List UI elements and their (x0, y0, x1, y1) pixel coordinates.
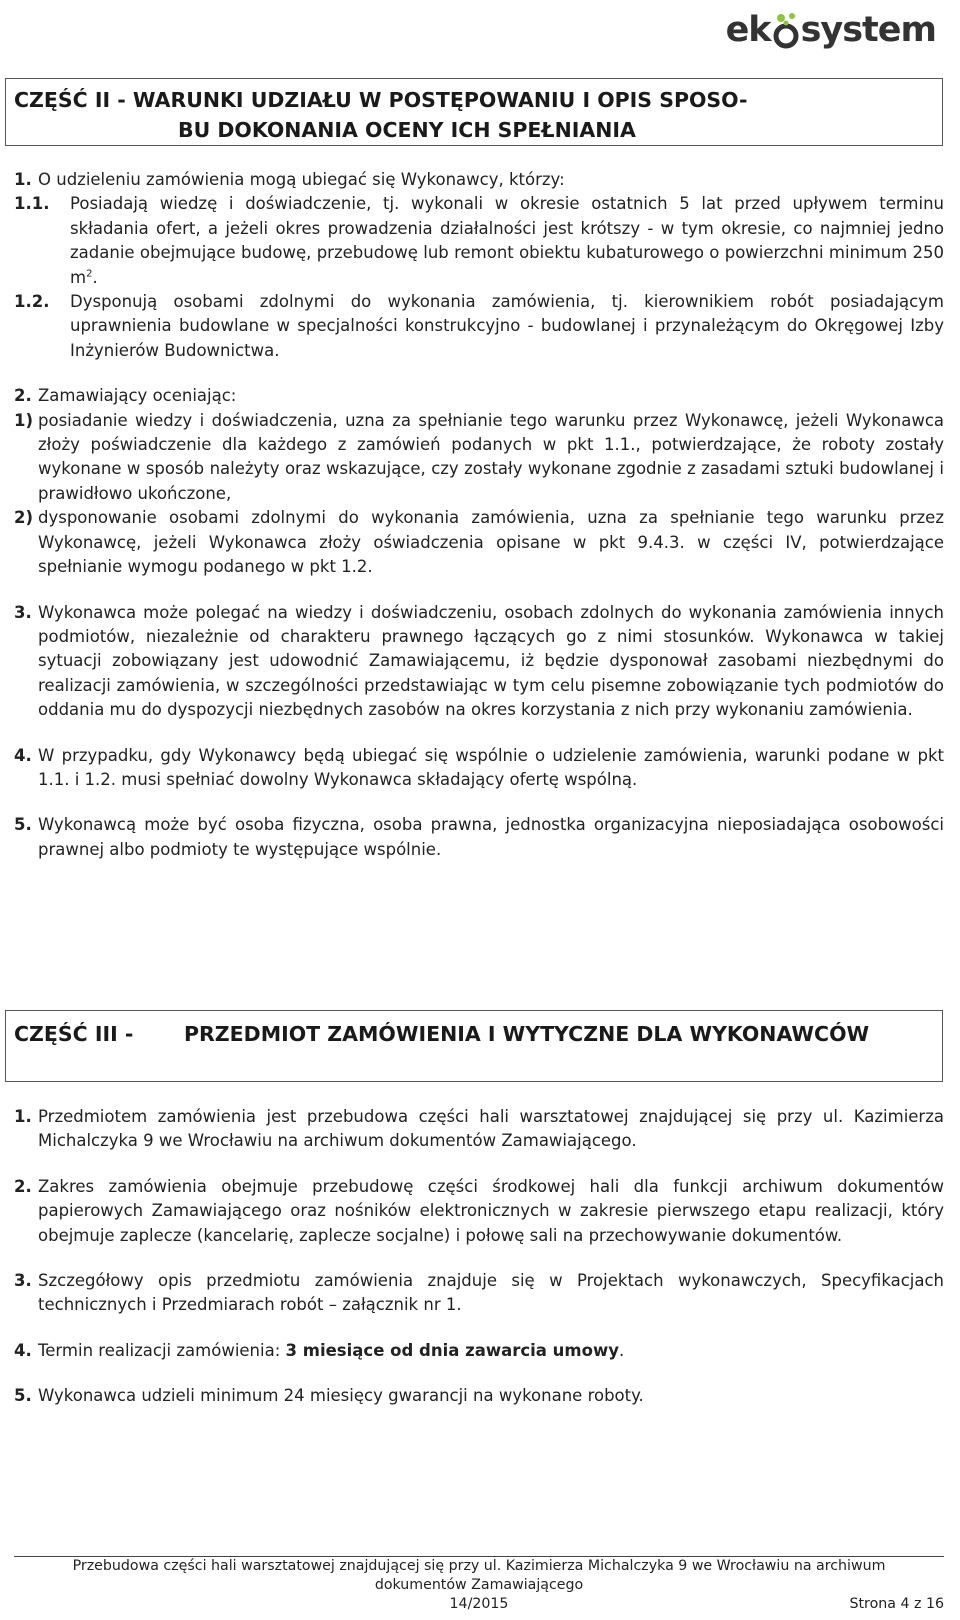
part2-item-5 (14, 813, 944, 862)
item-text: O udzieleniu zamówienia mogą ubiegać się Wykonawcy, którzy: (38, 170, 565, 189)
part3-item-1 (14, 1105, 944, 1154)
item-number: 1.1. (14, 194, 50, 214)
ekosystem-logo (726, 8, 936, 52)
item-text: posiadanie wiedzy i doświadczenia, uzna za spełnianie tego warunku przez Wykonawcę, jeżeli Wykonawca złoży poświadczenie dla każdego z zamówień podanych w pkt 1.1., potwierdzające, że roboty zostały wykonane w sposób należyty oraz wskazujące, czy zostały wykonane zgodnie z zasadami sztuki budowlanej i prawidłowo ukończone, (38, 410, 944, 503)
part2-item-1-1 (14, 192, 944, 290)
item-number: 4. (14, 1340, 32, 1360)
superscript: 2 (86, 268, 93, 280)
item-text: W przypadku, gdy Wykonawcy będą ubiegać się wspólnie o udzielenie zamówienia, warunki podane w pkt 1.1. i 1.2. musi spełniać dowolny Wykonawca składający ofertę wspólną. (38, 745, 944, 789)
footer-line2: dokumentów Zamawiającego (374, 1577, 584, 1593)
item-number: 1. (14, 170, 32, 189)
item-text: Zakres zamówienia obejmuje przebudowę części środkowej hali dla funkcji archiwum dokumentów papierowych Zamawiającego oraz nośników elektronicznych w zakresie pierwszego etapu realizacji, który obejmuje zaplecze (kancelarię, zaplecze socjalne) i połowę sali na przechowywanie dokumentów. (38, 1176, 944, 1245)
part3-item-2 (14, 1175, 944, 1248)
part3-item-4 (14, 1339, 944, 1363)
item-text: Wykonawca udzieli minimum 24 miesięcy gwarancji na wykonane roboty. (38, 1386, 644, 1406)
page-footer (14, 1556, 944, 1614)
item-number: 5. (14, 815, 32, 835)
item-text: Wykonawca może polegać na wiedzy i doświadczeniu, osobach zdolnych do wykonania zamówienia innych podmiotów, niezależnie od charakteru prawnego łączących go z nimi stosunków. Wykonawca w takiej sytuacji zobowiązany jest udowodnić Zamawiającemu, iż będzie dysponował zasobami niezbędnymi do realizacji zamówienia, w szczególności przedstawiając w tym celu pisemne zobowiązanie tych podmiotów do oddania mu do dyspozycji niezbędnych zasobów na okres korzystania z nich przy wykonaniu zamówienia. (38, 602, 944, 720)
item-text: Zamawiający oceniając: (38, 386, 237, 406)
part2-item-2-2 (14, 506, 944, 579)
logo-text-left: ek (725, 10, 771, 50)
part3-item-5 (14, 1384, 944, 1408)
item-number: 2. (14, 386, 32, 406)
item-number: 2. (14, 1176, 32, 1196)
item-text: Dysponują osobami zdolnymi do wykonania zamówienia, tj. kierownikiem robót posiadającym uprawnienia budowlane w specjalności konstrukcyjno - budowlanej i przynależącym do Okręgowej Izby Inżynierów Budownictwa. (70, 292, 944, 360)
part2-item-1 (14, 168, 944, 192)
logo-text-right: system (800, 10, 936, 50)
part2-item-4 (14, 744, 944, 793)
item-number: 2) (14, 508, 34, 528)
part2-content (14, 168, 944, 862)
part3-item-3 (14, 1269, 944, 1318)
item-text: Wykonawcą może być osoba fizyczna, osoba prawna, jednostka organizacyjna nieposiadająca osobowości prawnej albo podmioty te występujące wspólnie. (38, 815, 944, 859)
part2-item-2 (14, 384, 944, 408)
part2-item-1-2 (14, 290, 944, 363)
page-number: Strona 4 z 16 (849, 1596, 944, 1612)
part3-content (14, 1105, 944, 1409)
item-text: Przedmiotem zamówienia jest przebudowa części hali warsztatowej znajdującej się przy ul. Kazimierza Michalczyka 9 we Wrocławiu na archiwum dokumentów Zamawiającego. (38, 1107, 944, 1151)
part2-item-3 (14, 601, 944, 723)
item-number: 5. (14, 1386, 32, 1406)
part2-title-line1: CZĘŚĆ II - WARUNKI UDZIAŁU W POSTĘPOWANIU I OPIS SPOSO- (14, 88, 748, 112)
item-number: 4. (14, 745, 32, 765)
part2-item-2-1 (14, 409, 944, 507)
item-number: 1) (14, 410, 34, 430)
item-text: Termin realizacji zamówienia: 3 miesiące od dnia zawarcia umowy. (38, 1340, 625, 1360)
footer-ref: 14/2015 (449, 1596, 509, 1612)
item-number: 1.2. (14, 292, 50, 312)
part2-title-line2: BU DOKONANIA OCENY ICH SPEŁNIANIA (178, 118, 636, 142)
part2-header (5, 78, 943, 146)
term-bold: 3 miesiące od dnia zawarcia umowy (285, 1340, 619, 1360)
item-number: 1. (14, 1107, 32, 1126)
item-number: 3. (14, 602, 32, 622)
footer-line1: Przebudowa części hali warsztatowej znajdującej się przy ul. Kazimierza Michalczyka 9 we Wrocławiu na archiwum (72, 1558, 886, 1574)
item-text: Szczegółowy opis przedmiotu zamówienia znajduje się w Projektach wykonawczych, Specyfikacjach technicznych i Przedmiarach robót – załącznik nr 1. (38, 1271, 944, 1315)
part3-title-right: PRZEDMIOT ZAMÓWIENIA I WYTYCZNE DLA WYKONAWCÓW (184, 1022, 870, 1046)
item-number: 3. (14, 1271, 32, 1291)
item-text: Posiadają wiedzę i doświadczenie, tj. wykonali w okresie ostatnich 5 lat przed upływem terminu składania ofert, a jeżeli okres prowadzenia działalności jest krótszy - w tym okresie, co najmniej jedno zadanie obejmujące budowę, przebudowę lub remont obiektu kubaturowego o powierzchni minimum 250 $m^2$. (70, 194, 944, 287)
part3-header (5, 1010, 943, 1082)
item-text: dysponowanie osobami zdolnymi do wykonania zamówienia, uzna za spełnianie tego warunku przez Wykonawcę, jeżeli Wykonawca złoży oświadczenia opisane w pkt 9.4.3. w części IV, potwierdzające spełnianie wymogu podanego w pkt 1.2. (38, 508, 944, 577)
logo-o-icon (772, 10, 800, 50)
part3-title-left: CZĘŚĆ III - (14, 1022, 134, 1046)
